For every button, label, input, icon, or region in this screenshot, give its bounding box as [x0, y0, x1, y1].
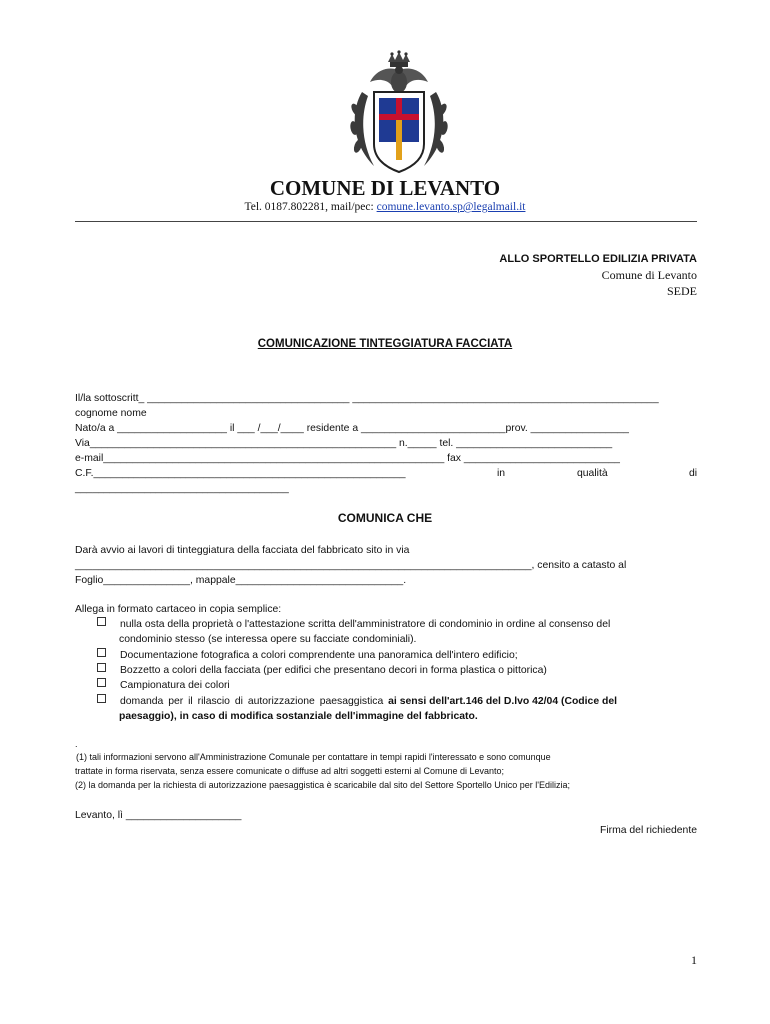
attachment-item-continuation: paesaggio), in caso di modifica sostanziale dell'immagine del fabbricato. — [119, 711, 478, 722]
attachment-label: nulla osta della proprietà o l'attestazione scritta dell'amministratore di condominio in ordine al consenso del — [120, 619, 611, 630]
recipient-municipality: Comune di Levanto — [601, 268, 697, 282]
capacity-label-in: in — [497, 468, 506, 479]
street-cadastre-field[interactable]: _______________________________________________________________________________, censito a catasto al — [75, 560, 627, 571]
attachment-label: Bozzetto a colori della facciata (per edifici che presentano decori in forma plastica o pittorica) — [120, 665, 547, 676]
notes-dot: . — [75, 739, 78, 749]
recipient-seat: SEDE — [667, 284, 697, 298]
page-number: 1 — [691, 953, 697, 967]
attachments-intro: Allega in formato cartaceo in copia semplice: — [75, 604, 282, 615]
contact-line — [0, 201, 770, 213]
footnote-1-continuation: trattate in forma riservata, senza essere comunicate o diffuse ad altri soggetti esterni al Comune di Levanto; — [75, 766, 505, 776]
attachment-item — [97, 617, 610, 632]
attachment-item — [97, 663, 547, 678]
header-divider — [75, 221, 697, 222]
name-caption: cognome nome — [75, 408, 147, 419]
footnote-1: (1) tali informazioni servono all'Amministrazione Comunale per contattare in tempi rapidi l'interessato e sono comunque — [76, 752, 551, 762]
name-field[interactable]: Il/la sottoscritt_ ___________________________________ _____________________________________________________ — [75, 393, 659, 404]
capacity-label-di: di — [689, 468, 698, 479]
place-date-field[interactable]: Levanto, lì ____________________ — [75, 810, 242, 821]
attachment-item — [97, 694, 617, 709]
signature-label: Firma del richiedente — [599, 825, 697, 836]
attachment-item — [97, 678, 230, 693]
attachment-label: domanda per il rilascio di autorizzazione paesaggistica — [120, 696, 389, 707]
capacity-field[interactable]: _____________________________________ — [75, 483, 289, 494]
address-field[interactable]: Via_____________________________________________________ n._____ tel. ___________________________ — [75, 438, 613, 449]
form-title: COMUNICAZIONE TINTEGGIATURA FACCIATA — [257, 338, 513, 350]
checkbox[interactable] — [97, 617, 106, 626]
tax-code-field[interactable]: C.F.______________________________________________________ — [75, 468, 406, 479]
checkbox[interactable] — [97, 663, 106, 672]
checkbox[interactable] — [97, 694, 106, 703]
capacity-label-qualita: qualità — [577, 468, 608, 479]
attachment-label: Campionatura dei colori — [120, 680, 230, 691]
recipient-office: ALLO SPORTELLO EDILIZIA PRIVATA — [499, 253, 697, 265]
attachment-label: Documentazione fotografica a colori comprendente una panoramica dell'intero edificio; — [120, 650, 518, 661]
section-title: COMUNICA CHE — [337, 511, 433, 525]
crown-icon — [388, 50, 410, 67]
sheet-parcel-field[interactable]: Foglio_______________, mappale_____________________________. — [75, 575, 407, 586]
checkbox[interactable] — [97, 648, 106, 657]
birth-residence-field[interactable]: Nato/a a ___________________ il ___ /___/____ residente a _________________________prov. _________________ — [75, 423, 629, 434]
shield-icon — [374, 92, 424, 172]
eagle-icon — [370, 66, 428, 93]
checkbox[interactable] — [97, 678, 106, 687]
municipal-crest-logo — [340, 48, 456, 180]
contact-prefix: Tel. 0187.802281, mail/pec: — [244, 201, 377, 213]
email-fax-field[interactable]: e-mail___________________________________________________________ fax ___________________________ — [75, 453, 620, 464]
footnote-2: (2) la domanda per la richiesta di autorizzazione paesaggistica è scaricabile dal sito del Settore Sportello Unico per l'Edilizia; — [75, 780, 570, 790]
email-link[interactable]: comune.levanto.sp@legalmail.it — [376, 201, 526, 213]
attachment-item-continuation: condominio stesso (se interessa opere su facciate condominiali). — [119, 634, 417, 645]
page-title: COMUNE DI LEVANTO — [269, 176, 501, 200]
attachment-label-bold: ai sensi dell'art.146 del D.lvo 42/04 (Codice del — [388, 696, 617, 707]
attachment-item — [97, 648, 518, 663]
works-line: Darà avvio ai lavori di tinteggiatura della facciata del fabbricato sito in via — [75, 545, 410, 556]
